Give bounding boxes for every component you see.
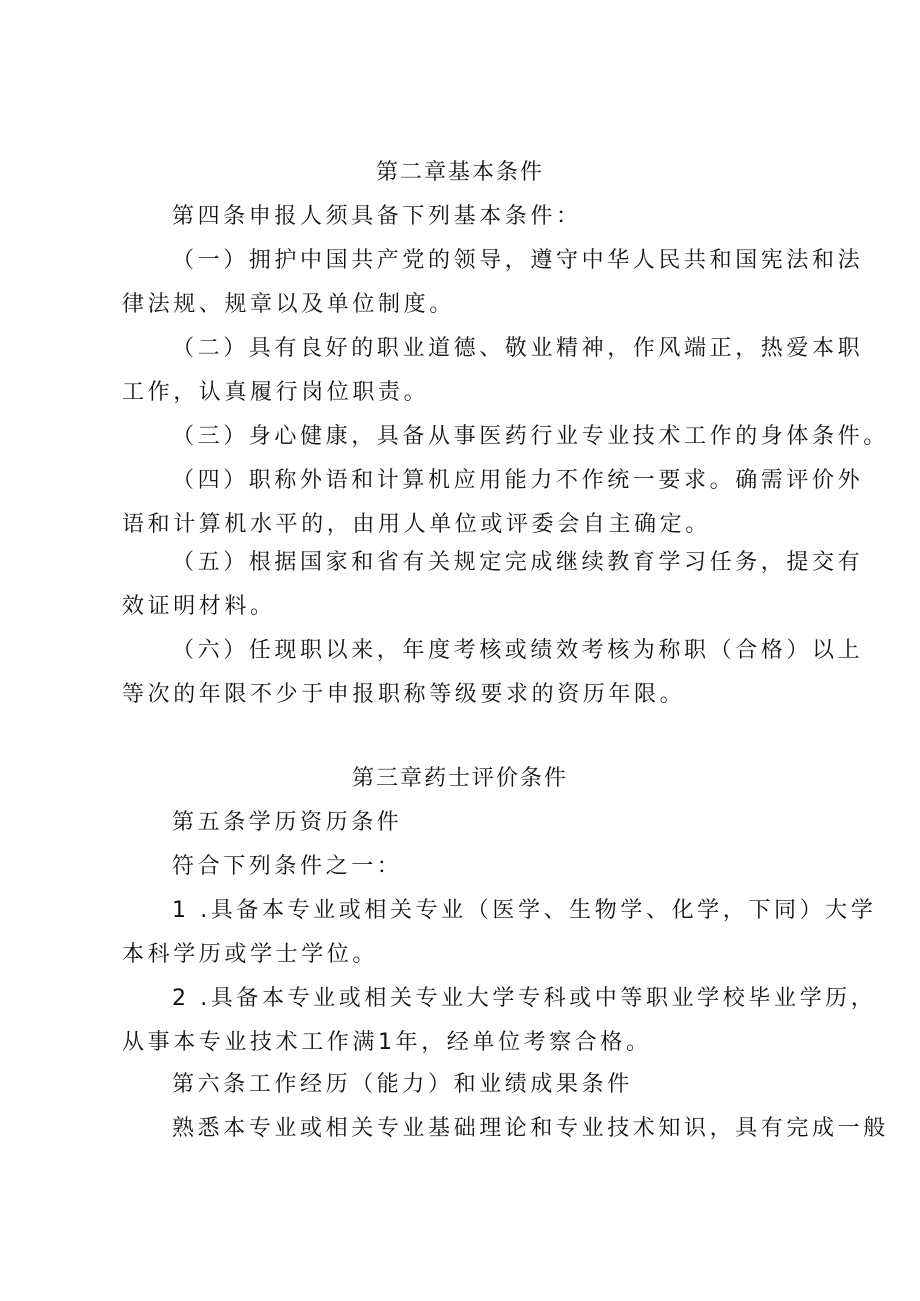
chapter-heading: 第三章药士评价条件 (351, 766, 568, 791)
list-item-line: 2 .具备本专业或相关专业大学专科或中等职业学校毕业学历， (172, 986, 877, 1011)
article-title: 第四条申报人须具备下列基本条件： (172, 204, 582, 229)
list-item-line: （六）任现职以来，年度考核或绩效考核为称职（合格）以上 (172, 638, 864, 663)
list-item-line: 工作，认真履行岗位职责。 (122, 380, 430, 405)
list-item-line: 本科学历或学士学位。 (122, 942, 379, 967)
article-title: 第六条工作经历（能力）和业绩成果条件 (172, 1072, 633, 1097)
list-item-line: 语和计算机水平的，由用人单位或评委会自主确定。 (122, 512, 711, 537)
list-item-line: （五）根据国家和省有关规定完成继续教育学习任务，提交有 (172, 550, 864, 575)
list-item-line: 从事本专业技术工作满1年，经单位考察合格。 (122, 1030, 652, 1055)
list-item-line: 等次的年限不少于申报职称等级要求的资历年限。 (122, 682, 686, 707)
article-title: 第五条学历资历条件 (172, 810, 403, 835)
list-item-line: （一）拥护中国共产党的领导，遵守中华人民共和国宪法和法 (172, 248, 864, 273)
paragraph-line: 熟悉本专业或相关专业基础理论和专业技术知识，具有完成一般 (172, 1116, 889, 1141)
paragraph-line: 符合下列条件之一： (172, 854, 403, 879)
chapter-heading: 第二章基本条件 (375, 160, 544, 185)
list-item-line: 1 .具备本专业或相关专业（医学、生物学、化学，下同）大学 (172, 898, 877, 923)
list-item-line: （四）职称外语和计算机应用能力不作统一要求。确需评价外 (172, 468, 864, 493)
list-item-line: （二）具有良好的职业道德、敬业精神，作风端正，热爱本职 (172, 336, 864, 361)
list-item-line: （三）身心健康，具备从事医药行业专业技术工作的身体条件。 (172, 424, 889, 449)
list-item-line: 律法规、规章以及单位制度。 (122, 292, 455, 317)
list-item-line: 效证明材料。 (122, 594, 276, 619)
